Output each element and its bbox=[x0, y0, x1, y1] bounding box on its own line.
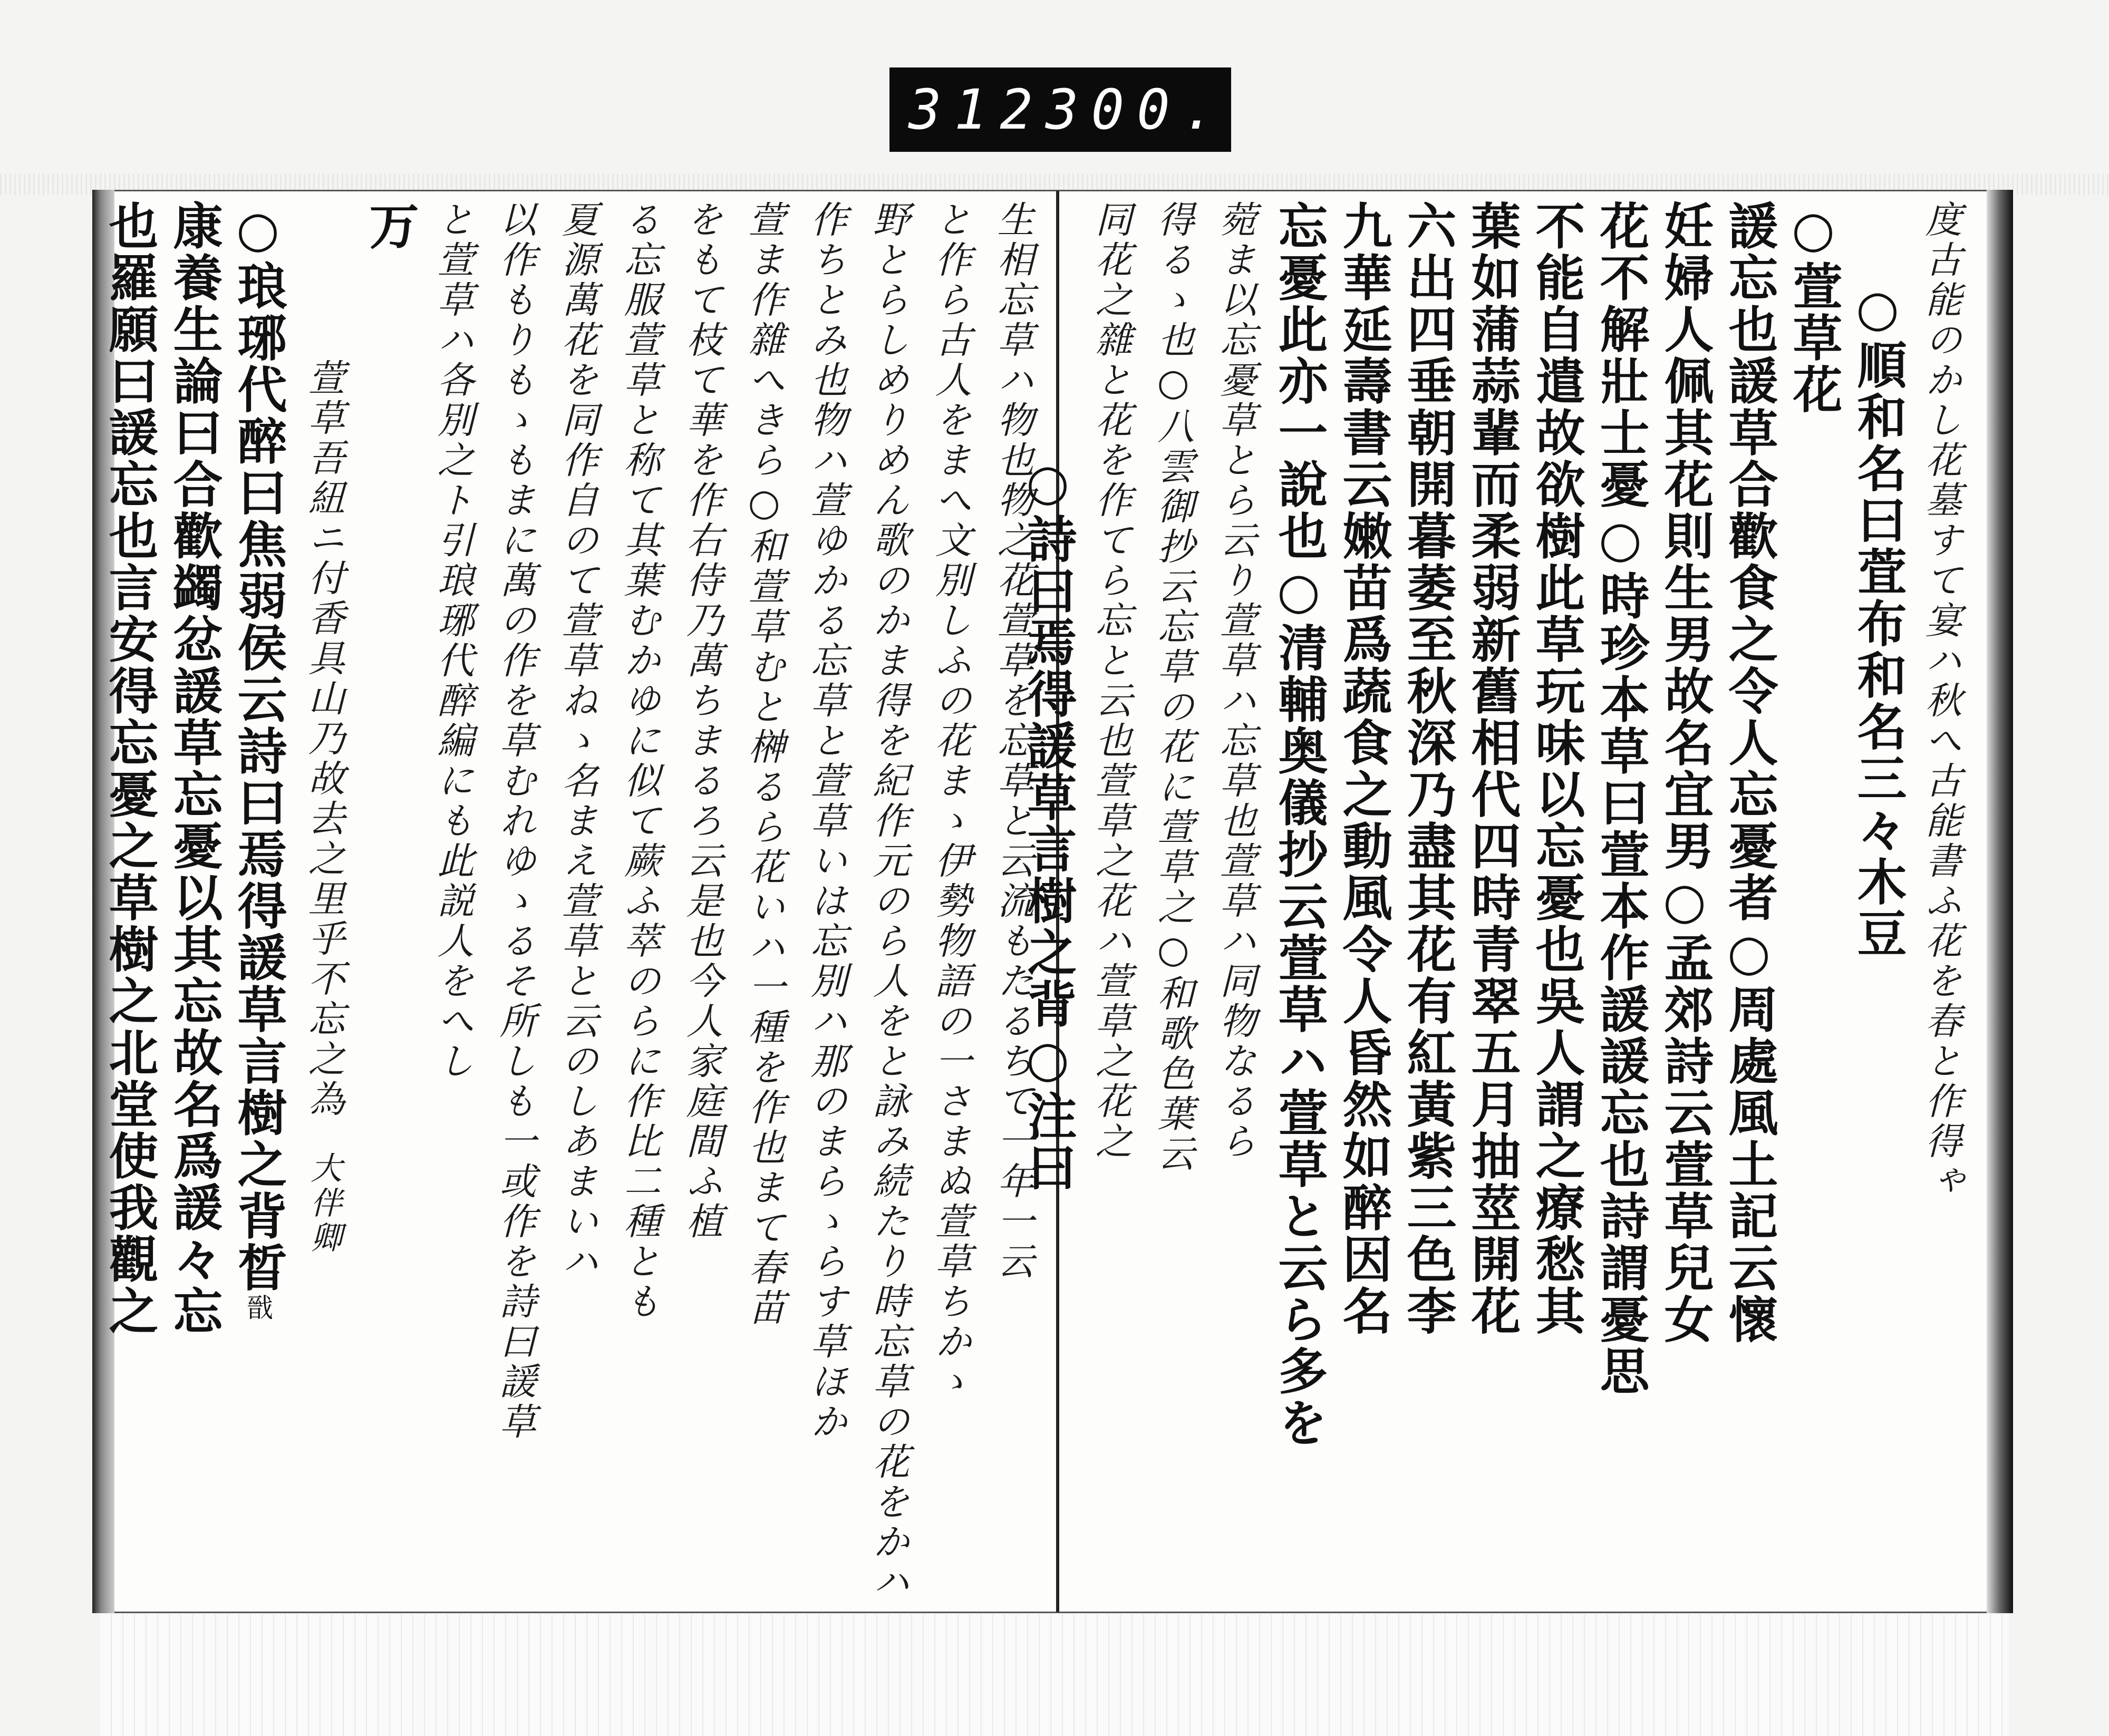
text-column bbox=[1463, 200, 1521, 1337]
page-counter-label bbox=[889, 67, 1231, 152]
column-text: ○萱草花 bbox=[1784, 200, 1842, 415]
text-column bbox=[556, 200, 599, 1282]
text-column bbox=[1527, 200, 1585, 1337]
column-text: と萱草ハ各別之ト引琅琊代醉編にも此説人をへし bbox=[431, 200, 475, 1082]
column-text: 妊婦人佩其花則生男故名宜男○孟郊詩云萱草兒女 bbox=[1656, 200, 1714, 1345]
column-text: 九華延壽書云嫩苗爲蔬食之動風令人昏然如醉因名 bbox=[1334, 200, 1392, 1337]
signature: 大伴卿 bbox=[305, 1151, 342, 1256]
text-column bbox=[805, 200, 848, 1442]
right-page bbox=[1019, 200, 1972, 1592]
column-text: 野とらしめりめん歌のかま得を紀作元のら人をと詠み続たり時忘草の花をかハ bbox=[867, 200, 910, 1603]
text-column bbox=[618, 200, 661, 1322]
column-text: ○詩曰焉得諼草言樹之背○注曰 bbox=[1019, 453, 1077, 1194]
text-column bbox=[1849, 200, 1907, 959]
page-counter-right: 300. bbox=[1045, 77, 1228, 142]
text-column bbox=[742, 200, 786, 1328]
text-column bbox=[431, 200, 475, 1082]
page-counter-left: 312 bbox=[908, 77, 1046, 142]
text-column bbox=[165, 200, 222, 1337]
column-text: 葉如蒲蒜輩而柔弱新舊相代四時青翠五月抽莖開花 bbox=[1463, 200, 1521, 1337]
column-text: 萱草吾紐ニ付香具山乃故去之里乎不忘之為 bbox=[302, 358, 345, 1120]
text-column bbox=[303, 200, 345, 1256]
column-text: 六出四垂朝開暮萎至秋深乃盡其花有紅黃紫三色李 bbox=[1398, 200, 1456, 1337]
column-text: 菀ま以忘憂草とら云り萱草ハ忘草也萱草ハ同物なるら bbox=[1214, 200, 1257, 1162]
text-column bbox=[100, 200, 158, 1337]
text-column bbox=[1591, 200, 1649, 1397]
text-column bbox=[1270, 200, 1328, 1449]
text-column bbox=[494, 200, 537, 1442]
column-text: る忘服萱草と称て其葉むかゆに似て蕨ふ萃のらに作比二種とも bbox=[618, 200, 661, 1322]
page-edges bbox=[100, 1614, 2009, 1736]
column-text: 万 bbox=[361, 200, 419, 252]
text-column bbox=[680, 200, 723, 1242]
column-text: 花不解壯士憂○時珍本草曰萱本作諼諼忘也詩謂憂思 bbox=[1591, 200, 1649, 1397]
column-text: 不能自遣故欲樹此草玩味以忘憂也吳人謂之療愁其 bbox=[1527, 200, 1585, 1337]
text-column bbox=[361, 200, 419, 252]
text-column bbox=[1334, 200, 1392, 1337]
column-text: 得るゝ也○八雲御抄云忘草の花に萱草之○和歌色葉云 bbox=[1152, 200, 1195, 1175]
column-text: 以作もりもゝもまに萬の作を草むれゆゝるそ所しも一或作を詩曰諼草 bbox=[494, 200, 537, 1442]
text-column bbox=[867, 200, 910, 1603]
book-edge-right bbox=[1987, 190, 2013, 1613]
column-text: 也羅願曰諼忘也言安得忘憂之草樹之北堂使我觀之 bbox=[100, 200, 158, 1337]
column-text: 生相忘草ハ物也物之花萱草を忘草と云流もたるちて一年一云 bbox=[991, 200, 1034, 1282]
column-text: ○琅琊代醉曰焦弱侯云詩曰焉得諼草言樹之背晳 bbox=[229, 200, 287, 1294]
text-column bbox=[1398, 200, 1456, 1337]
text-column bbox=[1152, 200, 1195, 1175]
left-page bbox=[100, 200, 1044, 1603]
text-column bbox=[229, 200, 287, 1322]
text-column bbox=[1214, 200, 1257, 1162]
text-column bbox=[1656, 200, 1714, 1345]
column-text: 夏源萬花を同作自のて萱草ねゝ名まえ萱草と云のしあまいハ bbox=[556, 200, 599, 1282]
text-column bbox=[1919, 200, 1962, 1202]
text-column bbox=[929, 200, 972, 1402]
column-text: 忘憂此亦一說也○清輔奥儀抄云萱草ハ萱草と云ら多を bbox=[1270, 200, 1328, 1449]
column-text: と作ら古人をまへ文別しふの花まゝ伊勢物語の一さまぬ萱草ちかゝ bbox=[929, 200, 972, 1402]
column-text: 同花之雜と花を作てら忘と云也萱草之花ハ萱草之花之 bbox=[1089, 200, 1133, 1162]
text-column bbox=[1784, 200, 1842, 415]
column-text: をもて枝て華を作右侍乃萬ちまるろ云是也今人家庭間ふ植 bbox=[680, 200, 723, 1242]
text-column bbox=[991, 200, 1034, 1282]
column-text: ○順和名曰萓布和名三々木豆 bbox=[1849, 279, 1907, 959]
column-text: 作ちとみ也物ハ萱ゆかる忘草と萱草いは忘別ハ那のまらゝらす草ほか bbox=[805, 200, 848, 1442]
text-column bbox=[1089, 200, 1133, 1162]
text-column bbox=[1720, 200, 1778, 1345]
column-text: 諼忘也諼草合歡食之令人忘憂者○周處風土記云懷 bbox=[1720, 200, 1778, 1345]
column-text: 萱ま作雜へきら○和萱草むと榊るら花いハ一種を作也まて春苗 bbox=[742, 200, 786, 1328]
column-text: 康養生論曰合歡蠲忿諼草忘憂以其忘故名爲諼々忘 bbox=[165, 200, 222, 1337]
margin-note: 戩 bbox=[243, 1294, 273, 1322]
column-text: 度古能のかし花墓すて宴ハ秋へ古能書ふ花を春と作得ゃ bbox=[1919, 200, 1962, 1202]
